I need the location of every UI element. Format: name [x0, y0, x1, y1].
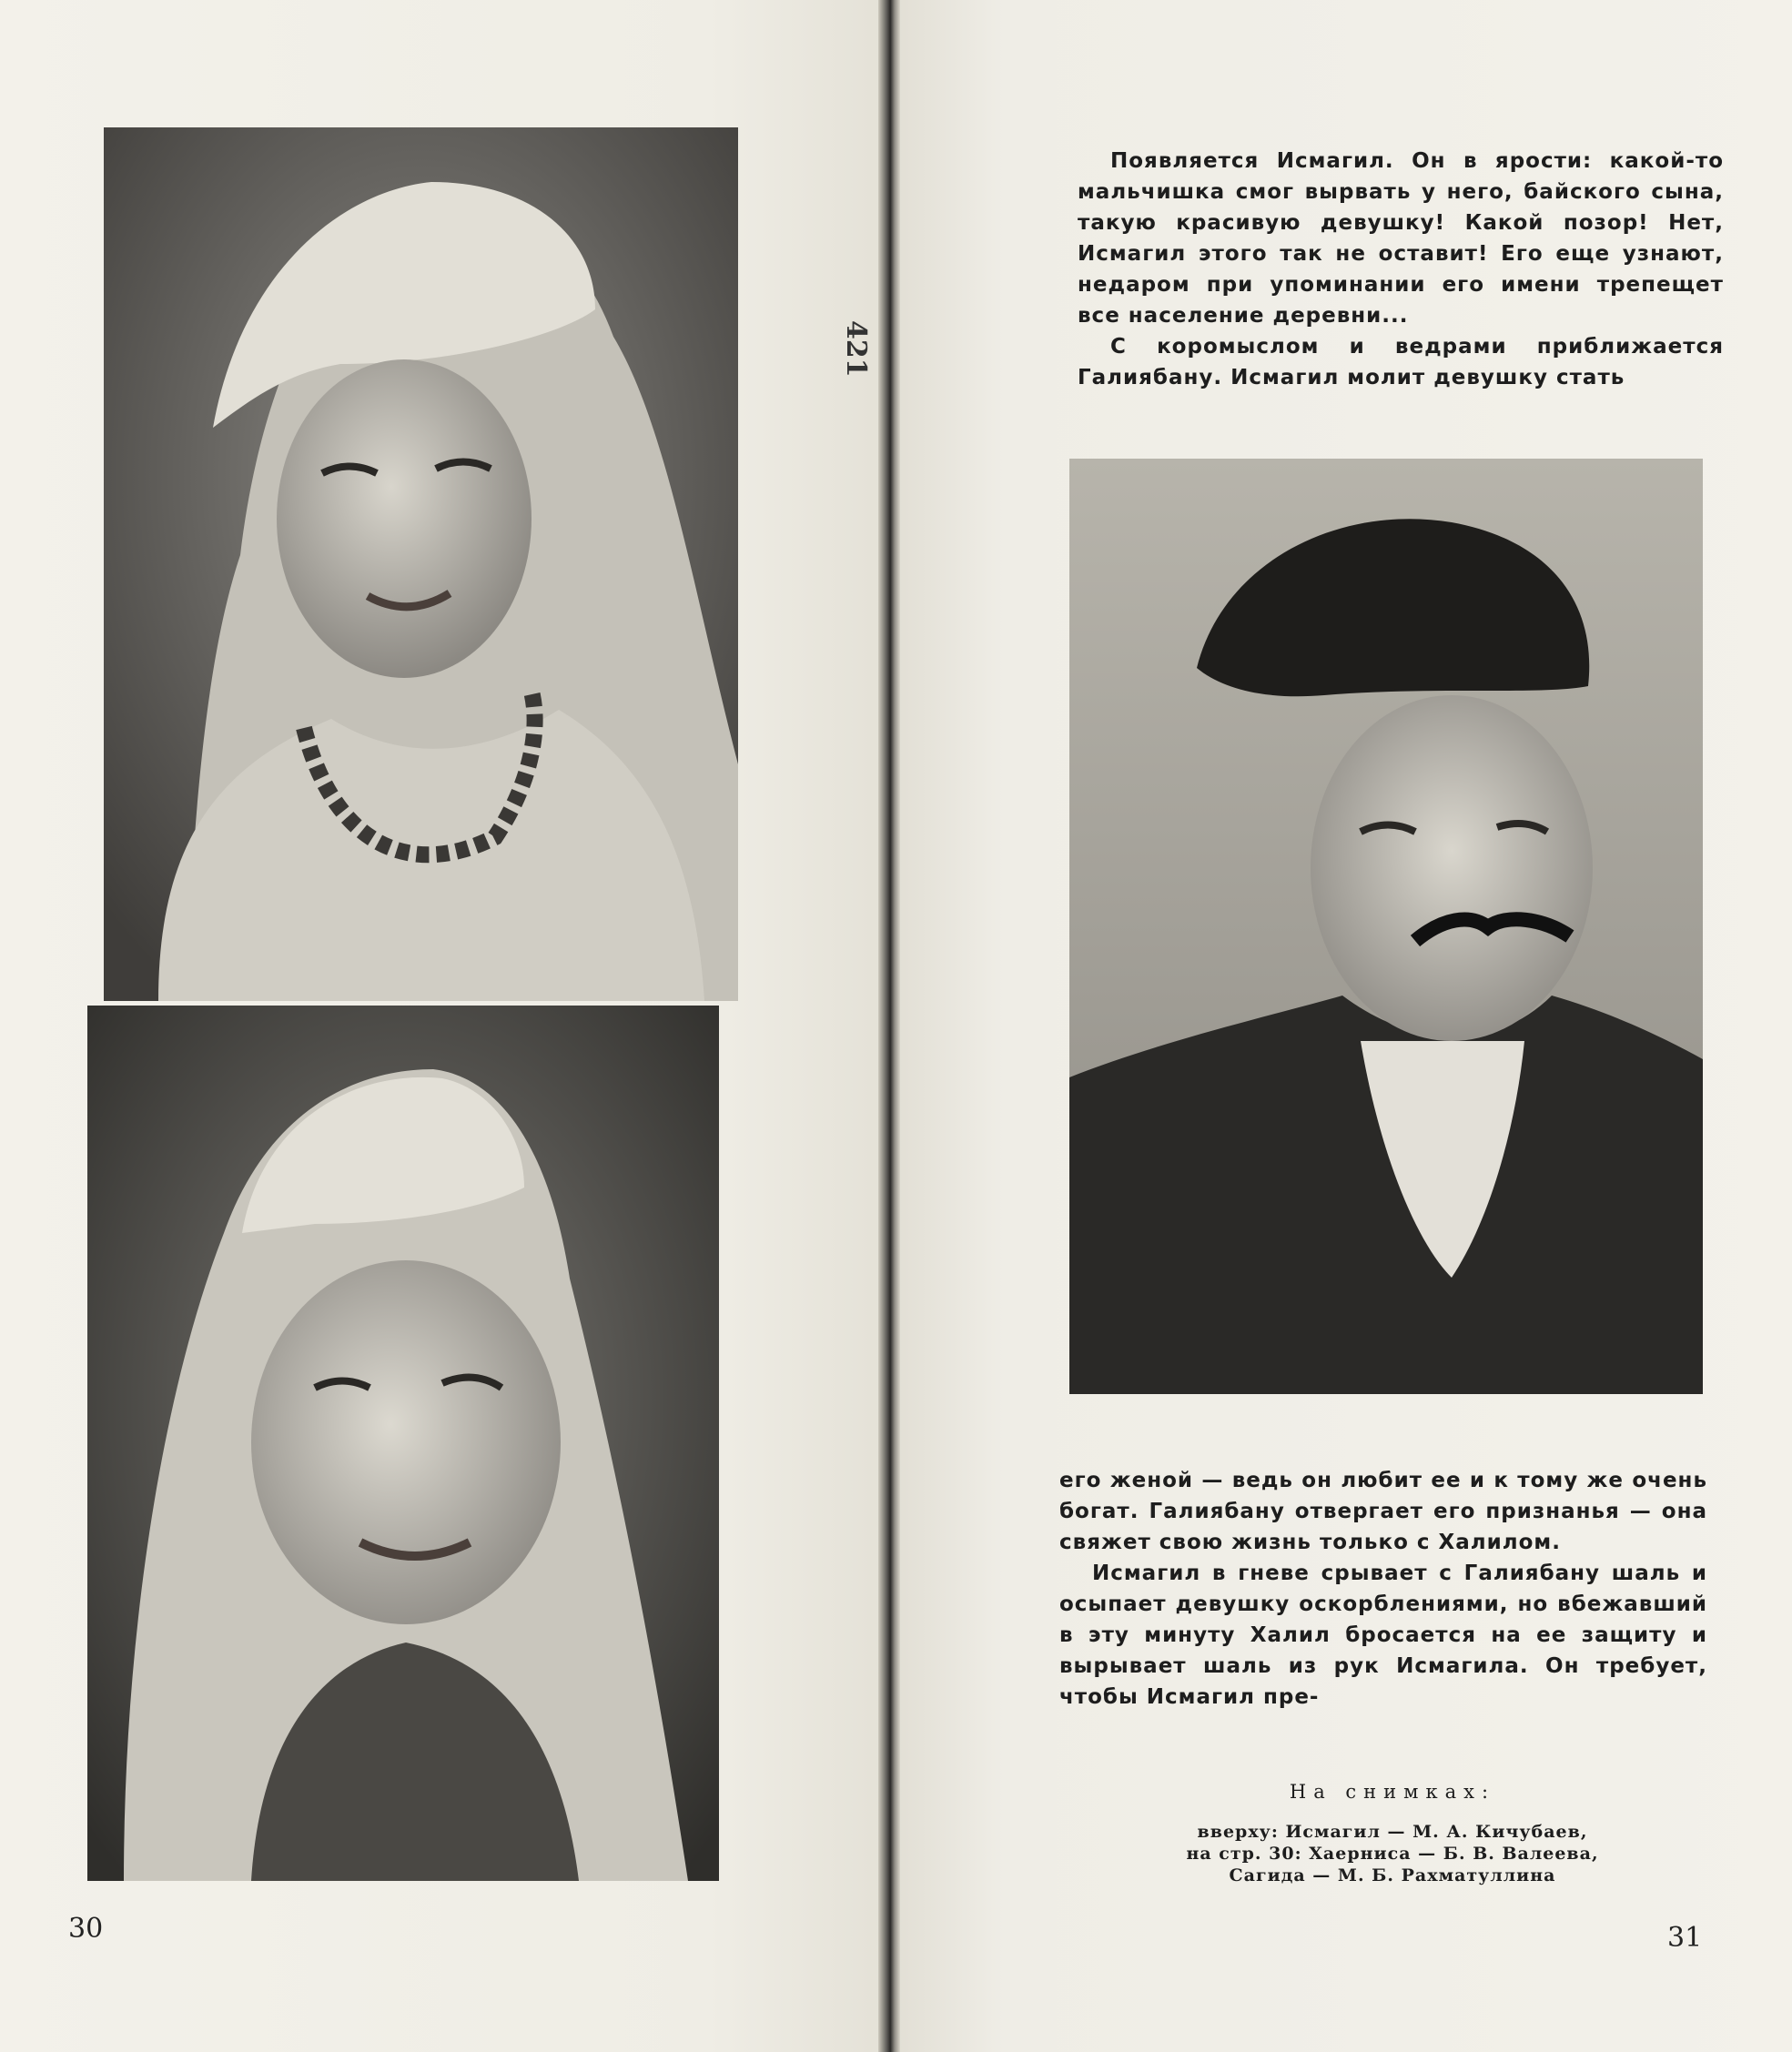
portrait-photo-bottom-left	[87, 1006, 719, 1881]
portrait-photo-right	[1069, 459, 1703, 1394]
paragraph-3: его женой — ведь он любит ее и к тому же очень богат. Галиябану отвергает его признанья — она свяжет свою жизнь только с Халилом.	[1059, 1469, 1707, 1554]
page-number-right: 31	[1667, 1922, 1703, 1954]
portrait-photo-top-left	[104, 127, 738, 1001]
photo-captions	[1065, 1781, 1720, 1886]
caption-line-1: вверху: Исмагил — М. А. Кичубаев,	[1197, 1822, 1588, 1842]
paragraph-4: Исмагил в гневе срывает с Галиябану шаль и осыпает девушку оскорблениями, но вбежавший в эту минуту Халил бросается на ее защиту и вырывает шаль из рук Исмагила. Он требует, чтобы Исмагил пре-	[1059, 1562, 1707, 1709]
book-spine-gutter	[878, 0, 900, 2052]
caption-line-2: на стр. 30: Хаерниса — Б. В. Валеева,	[1186, 1844, 1599, 1864]
caption-line-3: Сагида — М. Б. Рахматуллина	[1229, 1865, 1556, 1885]
margin-number: 421	[840, 320, 872, 378]
text-column-bottom	[1059, 1465, 1707, 1713]
paragraph-1: Появляется Исмагил. Он в ярости: какой-то мальчишка смог вырвать у него, байского сына, такую красивую девушку! Какой позор! Нет, Исмагил этого так не оставит! Его еще узнают, недаром при упоминании его имени трепещет все население деревни...	[1078, 149, 1724, 328]
paragraph-2: С коромыслом и ведрами приближается Галиябану. Исмагил молит девушку стать	[1078, 335, 1724, 389]
page-number-left: 30	[68, 1913, 104, 1945]
text-column-top	[1078, 146, 1724, 393]
caption-title: На снимках:	[1289, 1781, 1496, 1803]
